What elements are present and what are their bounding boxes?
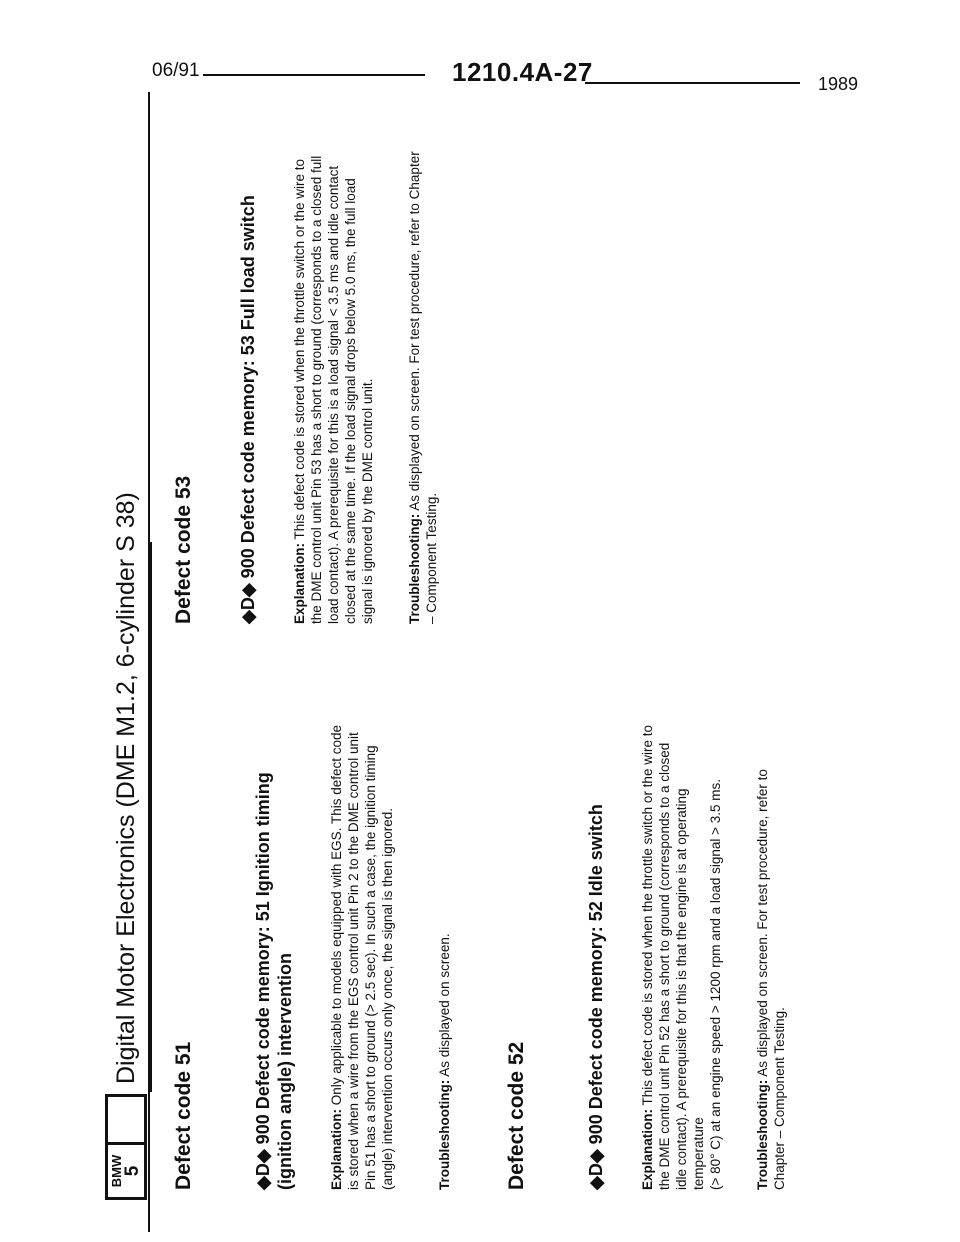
explanation-text-53: This defect code is stored when the throttle switch or the wire to the DME control unit Pin 53 has a short to ground (corresponds to a closed full load contact). A prerequisite for this is a load signal < 3.5 ms and idle contact closed at the same time. If the load signal drops below 5.0 ms, the full load signal is ignored by the DME control unit. <box>292 155 375 624</box>
subheading-52: ◆D◆ 900 Defect code memory: 52 Idle switch <box>586 804 606 1190</box>
troubleshooting-text-51: As displayed on screen. <box>437 933 452 1077</box>
troubleshooting-51 <box>436 720 453 1190</box>
explanation-text-52: This defect code is stored when the throttle switch or the wire to the DME control unit Pin 52 has a short to ground (corresponds to a closed idle contact). A prerequisite for this is that the engine is at operating temperature <box>640 725 706 1190</box>
troubleshooting-label-51: Troubleshooting: <box>437 1079 452 1190</box>
header-year: 1989 <box>818 74 859 94</box>
subheading-51: ◆D◆ 900 Defect code memory: 51 Ignition timing (ignition angle) intervention <box>253 772 295 1190</box>
troubleshooting-text-53: As displayed on screen. For test procedure, refer to Chapter – Component Testing. <box>407 151 439 624</box>
explanation-label-53: Explanation: <box>292 542 307 624</box>
subheading-53: ◆D◆ 900 Defect code memory: 53 Full load switch <box>238 195 258 624</box>
page-header <box>0 52 960 102</box>
logo-bottom-text: 5 <box>122 1165 143 1177</box>
explanation-52 <box>639 720 707 1190</box>
left-column <box>172 720 788 1190</box>
troubleshooting-label-53: Troubleshooting: <box>407 513 422 624</box>
logo-box-icon <box>105 1094 147 1142</box>
explanation-label-51: Explanation: <box>329 1108 344 1190</box>
section-heading-51: Defect code 51 <box>172 1041 195 1190</box>
troubleshooting-53 <box>406 144 440 624</box>
right-column <box>172 144 440 624</box>
troubleshooting-label-52: Troubleshooting: <box>755 1079 770 1190</box>
title-underline <box>150 542 152 1092</box>
rotated-page-content <box>0 112 960 1242</box>
document-title: Digital Motor Electronics (DME M1.2, 6-cylinder S 38) <box>111 492 140 1084</box>
header-rule-right <box>585 82 800 84</box>
bmw-logo-icon <box>105 1142 147 1200</box>
header-date: 06/91 <box>152 60 200 81</box>
header-rule-left <box>203 74 425 76</box>
troubleshooting-52 <box>754 720 788 1190</box>
section-heading-52: Defect code 52 <box>505 1041 528 1190</box>
header-page-number: 1210.4A-27 <box>452 57 593 87</box>
logo-top-text: BMW <box>109 1154 124 1188</box>
brand-bar <box>105 492 147 1200</box>
explanation-52-line2: (> 80° C) at an engine speed > 1200 rpm and a load signal > 3.5 ms. <box>708 778 723 1190</box>
explanation-label-52: Explanation: <box>640 1108 655 1190</box>
explanation-text-51: Only applicable to models equipped with EGS. This defect code is stored when a wire from the EGS control unit Pin 2 to the DME control unit Pin 51 has a short to ground (> 2.5 sec). In such a case, the ignition timing (angle) intervention occurs only once, the signal is then ignored. <box>329 724 395 1190</box>
explanation-53 <box>291 144 376 624</box>
explanation-51 <box>328 720 396 1190</box>
troubleshooting-text-52: As displayed on screen. For test procedure, refer to Chapter – Component Testing. <box>755 769 787 1190</box>
section-heading-53: Defect code 53 <box>172 475 195 624</box>
